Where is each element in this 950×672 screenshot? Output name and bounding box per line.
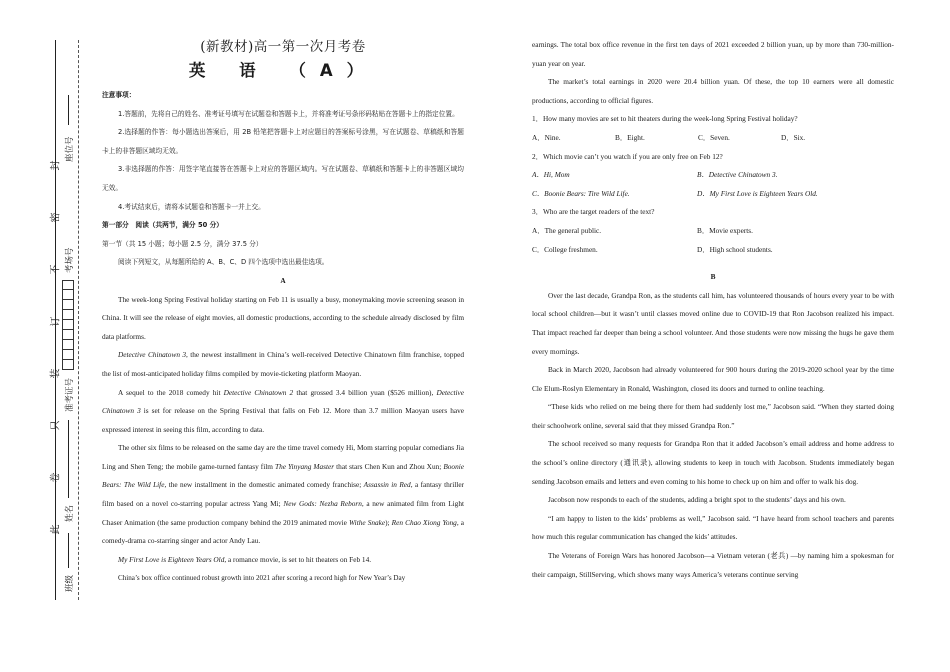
passage-a-paragraph-6-cont: earnings. The total box office revenue in the first ten days of 2021 exceeded 2 billion yuan, up by more than 730-million-yuan year on year. (532, 40, 894, 68)
ticket-box (62, 330, 74, 340)
left-column (102, 38, 464, 588)
passage-a-paragraph-2: Detective Chinatown 3, the newest installment in China’s well-received Detective Chinatown film franchise, topped the list of most-anticipated holiday films compiled by movie-ticketing platform Maoyan. (102, 350, 464, 378)
notice-item-4: 4.考试结束后，请将本试题卷和答题卡一并上交。 (118, 202, 265, 211)
question-2-options-row-2 (532, 185, 894, 204)
option-d[interactable]: D．My First Love is Eighteen Years Old. (697, 188, 818, 198)
seat-number-label: 座位号 (65, 136, 75, 162)
option-d[interactable]: D．High school students. (697, 244, 773, 254)
film-title: Assassin in Red (363, 480, 411, 490)
question-2-stem: 2．Which movie can’t you watch if you are only free on Feb 12? (532, 151, 723, 161)
seal-char-5: 订 (50, 316, 62, 327)
seal-char-3: 只 (50, 420, 62, 431)
film-title: Withe Snake (349, 517, 386, 527)
notice-item-3: 3.非选择题的作答：用签字笔直接答在答题卡上对应的答题区域内。写在试题卷、草稿纸和答题卡上的非答题区域均无效。 (102, 165, 464, 192)
passage-a-paragraph-5: My First Love is Eighteen Years Old, a romance movie, is set to hit theaters on Feb 14. (118, 554, 372, 564)
seal-char-8: 封 (50, 160, 62, 171)
section-note: 第一节（共 15 小题；每小题 2.5 分，满分 37.5 分） (102, 239, 263, 248)
passage-a-paragraph-3: A sequel to the 2018 comedy hit Detective Chinatown 2 that grossed 3.4 billion yuan ($526 million), Detective Chinatown 3 is set for release on the Spring Festival that falls on Feb 12. More than 3.7 million Maoyan users have expressed interest in seeing this film, according to data. (102, 387, 465, 434)
passage-b-paragraph-1: Over the last decade, Grandpa Ron, as the students call him, has volunteered thousands of hours every year to be with local school children—but it wasn’t until classes moved online due to COVID-19 that Ron Jacobson realized his impact. That impact reached far deeper than being a school volunteer. And those students were now missing the hugs he gave them every mornings. (532, 290, 894, 356)
option-b[interactable]: B．Eight. (615, 132, 645, 142)
film-title: Detective Chinatown 3 (118, 350, 187, 360)
ticket-box (62, 310, 74, 320)
seal-char-7: 密 (50, 212, 62, 223)
ticket-box (62, 340, 74, 350)
ticket-number-boxes (62, 280, 74, 370)
ticket-box (62, 350, 74, 360)
ticket-box (62, 280, 74, 290)
seal-char-2: 卷 (50, 472, 62, 483)
ticket-box (62, 300, 74, 310)
passage-b-paragraph-7: The Veterans of Foreign Wars has honored Jacobson—a Vietnam veteran (老兵) —by naming him a spokesman for their campaign, StillServing, which shows many ways America’s veterans continue serving (532, 551, 894, 579)
option-a[interactable]: A．Nine. (532, 132, 561, 142)
passage-a-paragraph-7: The market’s total earnings in 2020 were 20.4 billion yuan. Of these, the top 10 earners were all domestic productions, according to official figures. (532, 77, 894, 105)
cut-line (78, 40, 79, 600)
notice-item-1: 1.答题前，先将自己的姓名、准考证号填写在试题卷和答题卡上，并将准考证号条形码粘贴在答题卡上的指定位置。 (118, 109, 459, 118)
seal-char-4: 装 (50, 368, 62, 379)
seal-char-6: 不 (50, 264, 62, 275)
notice-item-2: 2.选择题的作答：每小题选出答案后，用 2B 铅笔把答题卡上对应题目的答案标号涂黑，写在试题卷、草稿纸和答题卡上的非答题区域均无效。 (102, 128, 464, 155)
passage-b-paragraph-4: The school received so many requests for Grandpa Ron that it added Jacobson’s email address and home address to the school’s online directory (通讯录), allowing students to keep in touch with Jacobson. Students immediately began sending Jacobson emails and letters and even coming to his home to check up on him and offer to walk his dog. (532, 439, 894, 486)
film-title: The Yinyang Master (275, 461, 335, 471)
class-blank (68, 533, 69, 568)
film-title: Ren Chao Xiong Yong (391, 517, 457, 527)
option-d[interactable]: D．Six. (781, 132, 806, 142)
ticket-box (62, 360, 74, 370)
passage-b-letter: B (710, 272, 716, 282)
film-title: Boonie Bears: The Wild Life (102, 461, 464, 490)
question-3-stem: 3．Who are the target readers of the text? (532, 207, 655, 217)
question-1-options (532, 129, 894, 148)
ticket-box (62, 320, 74, 330)
question-3-options-row-1 (532, 222, 894, 241)
option-c[interactable]: C．Seven. (698, 132, 730, 142)
film-title: Detective Chinatown 3 (102, 387, 465, 416)
exam-title: (新教材)高一第一次月考卷 (200, 39, 366, 55)
name-label: 姓名 (65, 504, 75, 522)
option-a[interactable]: A．Hi, Mom (532, 170, 570, 180)
question-2-options-row-1 (532, 166, 894, 185)
ticket-number-label: 准考证号 (65, 377, 75, 412)
ticket-box (62, 290, 74, 300)
option-b[interactable]: B．Movie experts. (697, 225, 753, 235)
passage-b-paragraph-3: “These kids who relied on me being there for them had suddenly lost me,” Jacobson said. “When they started doing their schoolwork online, several said that they missed Grandpa Ron.” (532, 402, 894, 430)
film-title: Detective Chinatown 2 (223, 387, 294, 397)
class-label: 班级 (65, 574, 75, 592)
passage-b-paragraph-2: Back in March 2020, Jacobson had already volunteered for 900 hours during the 2019-2020 school year by the time Cle Elum-Roslyn Elementary in Ronald, Washington, closed its doors and turned to online teaching. (532, 365, 894, 393)
passage-b-paragraph-6: “I am happy to listen to the kids’ problems as well,” Jacobson said. “I have heard from school teachers and parents how much this regular communication has changed the kids’ attitudes. (532, 513, 894, 542)
binding-margin (0, 0, 96, 672)
name-blank (68, 420, 69, 498)
notice-heading: 注意事项： (102, 91, 136, 99)
option-c[interactable]: C．College freshmen. (532, 244, 598, 254)
option-c[interactable]: C．Boonie Bears: Tire Wild Life. (532, 188, 630, 198)
part1-heading: 第一部分 阅读（共两节，满分 50 分） (102, 221, 223, 230)
question-3-options-row-2 (532, 241, 894, 260)
seat-number-blank (68, 95, 69, 125)
passage-a-letter: A (280, 275, 286, 285)
option-b[interactable]: B．Detective Chinatown 3. (697, 170, 778, 180)
film-title: My First Love is Eighteen Years Old (118, 554, 225, 564)
exam-room-label: 考场号 (65, 247, 75, 273)
film-title: New Gods: Nezha Reborn (283, 499, 362, 509)
question-1-stem: 1．How many movies are set to hit theaters during the week-long Spring Festival holiday? (532, 114, 798, 124)
passage-b-paragraph-5: Jacobson now responds to each of the students, adding a bright spot to the students’ days and his own. (548, 495, 846, 505)
seal-char-1: 此 (50, 524, 62, 535)
passage-a-paragraph-6-start: China’s box office continued robust growth into 2021 after scoring a record high for New Year’s Day (118, 574, 406, 583)
right-column (532, 36, 894, 584)
passage-a-paragraph-1: The week-long Spring Festival holiday starting on Feb 11 is usually a busy, moneymaking movie screening season in China. It will see the release of eight movies, all domestic productions, according to the schedule already disclosed by film data platforms. (102, 294, 464, 341)
option-a[interactable]: A．The general public. (532, 225, 602, 235)
subject-title: 英 语 （A） (188, 61, 378, 80)
passage-a-paragraph-4: The other six films to be released on the same day are the time travel comedy Hi, Mom starring popular comedians Jia Ling and Shen Teng; the mobile game-turned fantasy film The Yinyang Master that stars Chen Kun and Zhou Xun; Boonie Bears: The Wild Life, the new installment in the domestic animated comedy franchise; Assassin in Red, a fantasy thriller film based on a novel co-starring popular actress Yang Mi; New Gods: Nezha Reborn, a new animated film from Light Chaser Animation (the same production company behind the 2019 animated movie Withe Snake); Ren Chao Xiong Yong, a comedy-drama co-starring singer and actor Andy Lau. (102, 443, 465, 546)
reading-instruction: 阅读下列短文，从每题所给的 A、B、C、D 四个选项中选出最佳选项。 (118, 258, 329, 267)
